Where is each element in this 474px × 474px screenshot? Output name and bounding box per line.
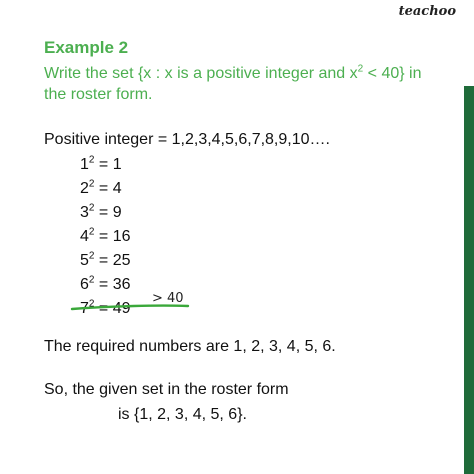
square-result: = 16	[94, 228, 131, 245]
square-base: 3	[80, 204, 89, 221]
scrollbar[interactable]	[464, 86, 474, 474]
square-exponent: 2	[88, 274, 95, 286]
question-part2: < 40} in the roster form.	[44, 65, 422, 103]
positive-integer-line: Positive integer = 1,2,3,4,5,6,7,8,9,10….	[44, 131, 330, 148]
strike-annotation	[70, 288, 220, 316]
square-line-4	[80, 228, 131, 246]
square-exponent: 2	[88, 298, 95, 310]
square-exponent: 2	[88, 178, 95, 190]
greater-than-annotation: > 40	[152, 291, 184, 306]
square-exponent: 2	[88, 202, 95, 214]
question-part1: Write the set {x : x is a positive integer and x	[44, 65, 358, 82]
example-title: Example 2	[44, 38, 129, 57]
teachoo-logo: teachoo	[398, 4, 456, 19]
square-result: = 36	[94, 276, 131, 293]
conclusion-line-1: So, the given set in the roster form	[44, 381, 289, 398]
question-exponent: 2	[357, 63, 364, 75]
square-result: = 25	[94, 252, 131, 269]
square-exponent: 2	[88, 250, 95, 262]
square-base: 1	[80, 156, 89, 173]
square-result: = 9	[94, 204, 122, 221]
square-result: = 1	[94, 156, 122, 173]
square-exponent: 2	[88, 154, 95, 166]
square-line-2	[80, 180, 122, 198]
square-line-5	[80, 252, 131, 270]
strike-through-mark	[70, 288, 220, 316]
square-exponent: 2	[88, 226, 95, 238]
square-line-1	[80, 156, 122, 174]
square-base: 5	[80, 252, 89, 269]
required-numbers-line: The required numbers are 1, 2, 3, 4, 5, 6.	[44, 338, 336, 355]
conclusion-line-2: is {1, 2, 3, 4, 5, 6}.	[118, 406, 247, 423]
question-text	[44, 63, 444, 105]
square-result: = 4	[94, 180, 122, 197]
square-line-3	[80, 204, 122, 222]
square-base: 7	[80, 300, 89, 317]
square-base: 2	[80, 180, 89, 197]
square-base: 4	[80, 228, 89, 245]
square-result: = 49	[94, 300, 131, 317]
square-base: 6	[80, 276, 89, 293]
